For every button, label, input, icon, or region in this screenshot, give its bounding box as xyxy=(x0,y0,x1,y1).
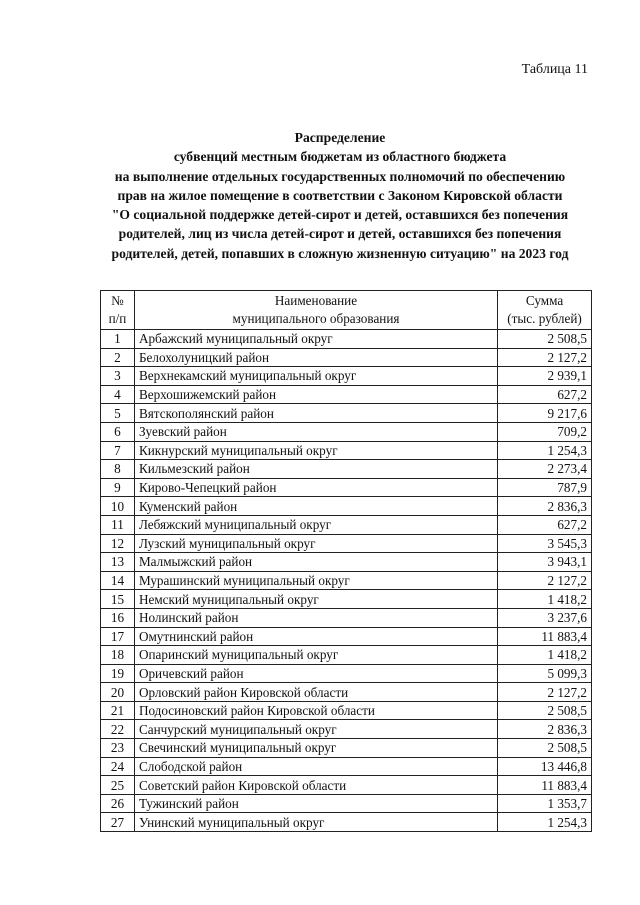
table-row xyxy=(101,739,592,758)
municipality-name: Верхошижемский район xyxy=(134,385,497,404)
subvention-amount: 2 836,3 xyxy=(498,720,592,739)
row-number: 13 xyxy=(101,553,135,572)
row-number: 7 xyxy=(101,441,135,460)
table-row xyxy=(101,571,592,590)
header-num xyxy=(101,291,135,330)
table-row xyxy=(101,460,592,479)
table-row xyxy=(101,348,592,367)
subvention-amount: 3 545,3 xyxy=(498,534,592,553)
title-line: "О социальной поддержке детей-сирот и детей, оставшихся без попечения xyxy=(111,207,569,223)
row-number: 14 xyxy=(101,571,135,590)
table-row xyxy=(101,757,592,776)
subvention-amount: 2 508,5 xyxy=(498,701,592,720)
table-label: Таблица 11 xyxy=(521,62,588,77)
municipality-name: Немский муниципальный округ xyxy=(134,590,497,609)
row-number: 2 xyxy=(101,348,135,367)
subvention-amount: 2 127,2 xyxy=(498,683,592,702)
row-number: 9 xyxy=(101,478,135,497)
header-name-line2: муниципального образования xyxy=(232,311,400,326)
subvention-amount: 11 883,4 xyxy=(498,776,592,795)
municipality-name: Подосиновский район Кировской области xyxy=(134,701,497,720)
subvention-amount: 2 508,5 xyxy=(498,330,592,349)
municipality-name: Советский район Кировской области xyxy=(134,776,497,795)
row-number: 26 xyxy=(101,794,135,813)
row-number: 16 xyxy=(101,608,135,627)
title-line: субвенций местным бюджетам из областного бюджета xyxy=(173,149,507,165)
row-number: 21 xyxy=(101,701,135,720)
row-number: 22 xyxy=(101,720,135,739)
header-name-line1: Наименование xyxy=(274,293,358,308)
table-row xyxy=(101,330,592,349)
table-row xyxy=(101,497,592,516)
table-row xyxy=(101,367,592,386)
table-row xyxy=(101,794,592,813)
municipality-name: Белохолуницкий район xyxy=(134,348,497,367)
municipality-name: Омутнинский район xyxy=(134,627,497,646)
table-row xyxy=(101,813,592,832)
table-row xyxy=(101,646,592,665)
table-row xyxy=(101,776,592,795)
row-number: 23 xyxy=(101,739,135,758)
row-number: 20 xyxy=(101,683,135,702)
row-number: 11 xyxy=(101,515,135,534)
municipality-name: Мурашинский муниципальный округ xyxy=(134,571,497,590)
subvention-table xyxy=(100,290,592,832)
header-num-line1: № xyxy=(111,293,124,308)
municipality-name: Унинский муниципальный округ xyxy=(134,813,497,832)
row-number: 12 xyxy=(101,534,135,553)
municipality-name: Кильмезский район xyxy=(134,460,497,479)
row-number: 19 xyxy=(101,664,135,683)
subvention-amount: 2 836,3 xyxy=(498,497,592,516)
subvention-amount: 3 943,1 xyxy=(498,553,592,572)
title-line: прав на жилое помещение в соответствии с Законом Кировской области xyxy=(117,187,563,203)
row-number: 5 xyxy=(101,404,135,423)
table-row xyxy=(101,534,592,553)
header-sum-line1: Сумма xyxy=(525,293,564,308)
table-header-row xyxy=(101,291,592,330)
row-number: 24 xyxy=(101,757,135,776)
subvention-amount: 2 508,5 xyxy=(498,739,592,758)
header-sum-line2: (тыс. рублей) xyxy=(507,311,582,326)
table-row xyxy=(101,608,592,627)
table-row xyxy=(101,683,592,702)
title-line: Распределение xyxy=(294,130,386,145)
municipality-name: Орловский район Кировской области xyxy=(134,683,497,702)
subvention-amount: 13 446,8 xyxy=(498,757,592,776)
row-number: 10 xyxy=(101,497,135,516)
municipality-name: Зуевский район xyxy=(134,422,497,441)
municipality-name: Малмыжский район xyxy=(134,553,497,572)
municipality-name: Лузский муниципальный округ xyxy=(134,534,497,553)
table-row xyxy=(101,422,592,441)
table-row xyxy=(101,404,592,423)
subvention-amount: 2 127,2 xyxy=(498,571,592,590)
row-number: 25 xyxy=(101,776,135,795)
subvention-amount: 9 217,6 xyxy=(498,404,592,423)
row-number: 15 xyxy=(101,590,135,609)
subvention-amount: 2 939,1 xyxy=(498,367,592,386)
header-sum xyxy=(498,291,592,330)
municipality-name: Опаринский муниципальный округ xyxy=(134,646,497,665)
table-row xyxy=(101,590,592,609)
subvention-amount: 3 237,6 xyxy=(498,608,592,627)
row-number: 1 xyxy=(101,330,135,349)
header-num-line2: п/п xyxy=(108,311,127,326)
municipality-name: Кикнурский муниципальный округ xyxy=(134,441,497,460)
row-number: 8 xyxy=(101,460,135,479)
table-row xyxy=(101,664,592,683)
table-row xyxy=(101,627,592,646)
subvention-amount: 627,2 xyxy=(498,385,592,404)
table-row xyxy=(101,553,592,572)
municipality-name: Вятскополянский район xyxy=(134,404,497,423)
table-row xyxy=(101,385,592,404)
row-number: 3 xyxy=(101,367,135,386)
municipality-name: Слободской район xyxy=(134,757,497,776)
subvention-amount: 2 273,4 xyxy=(498,460,592,479)
subvention-amount: 2 127,2 xyxy=(498,348,592,367)
title-line: на выполнение отдельных государственных полномочий по обеспечению xyxy=(114,168,566,184)
document-title xyxy=(60,128,620,263)
subvention-amount: 1 418,2 xyxy=(498,646,592,665)
municipality-name: Арбажский муниципальный округ xyxy=(134,330,497,349)
table-row xyxy=(101,478,592,497)
row-number: 18 xyxy=(101,646,135,665)
subvention-amount: 787,9 xyxy=(498,478,592,497)
municipality-name: Лебяжский муниципальный округ xyxy=(134,515,497,534)
municipality-name: Санчурский муниципальный округ xyxy=(134,720,497,739)
table-body xyxy=(101,330,592,832)
municipality-name: Нолинский район xyxy=(134,608,497,627)
municipality-name: Верхнекамский муниципальный округ xyxy=(134,367,497,386)
municipality-name: Тужинский район xyxy=(134,794,497,813)
municipality-name: Оричевский район xyxy=(134,664,497,683)
table-row xyxy=(101,441,592,460)
subvention-amount: 627,2 xyxy=(498,515,592,534)
subvention-amount: 1 254,3 xyxy=(498,441,592,460)
municipality-name: Свечинский муниципальный округ xyxy=(134,739,497,758)
header-name xyxy=(134,291,497,330)
title-line: родителей, лиц из числа детей-сирот и детей, оставшихся без попечения xyxy=(118,226,562,242)
table-row xyxy=(101,701,592,720)
row-number: 6 xyxy=(101,422,135,441)
municipality-name: Куменский район xyxy=(134,497,497,516)
subvention-amount: 11 883,4 xyxy=(498,627,592,646)
row-number: 27 xyxy=(101,813,135,832)
subvention-amount: 1 254,3 xyxy=(498,813,592,832)
table-row xyxy=(101,720,592,739)
row-number: 4 xyxy=(101,385,135,404)
subvention-amount: 1 353,7 xyxy=(498,794,592,813)
subvention-amount: 5 099,3 xyxy=(498,664,592,683)
table-row xyxy=(101,515,592,534)
title-line: родителей, детей, попавших в сложную жизненную ситуацию" на 2023 год xyxy=(111,245,569,261)
subvention-amount: 709,2 xyxy=(498,422,592,441)
municipality-name: Кирово-Чепецкий район xyxy=(134,478,497,497)
row-number: 17 xyxy=(101,627,135,646)
subvention-amount: 1 418,2 xyxy=(498,590,592,609)
